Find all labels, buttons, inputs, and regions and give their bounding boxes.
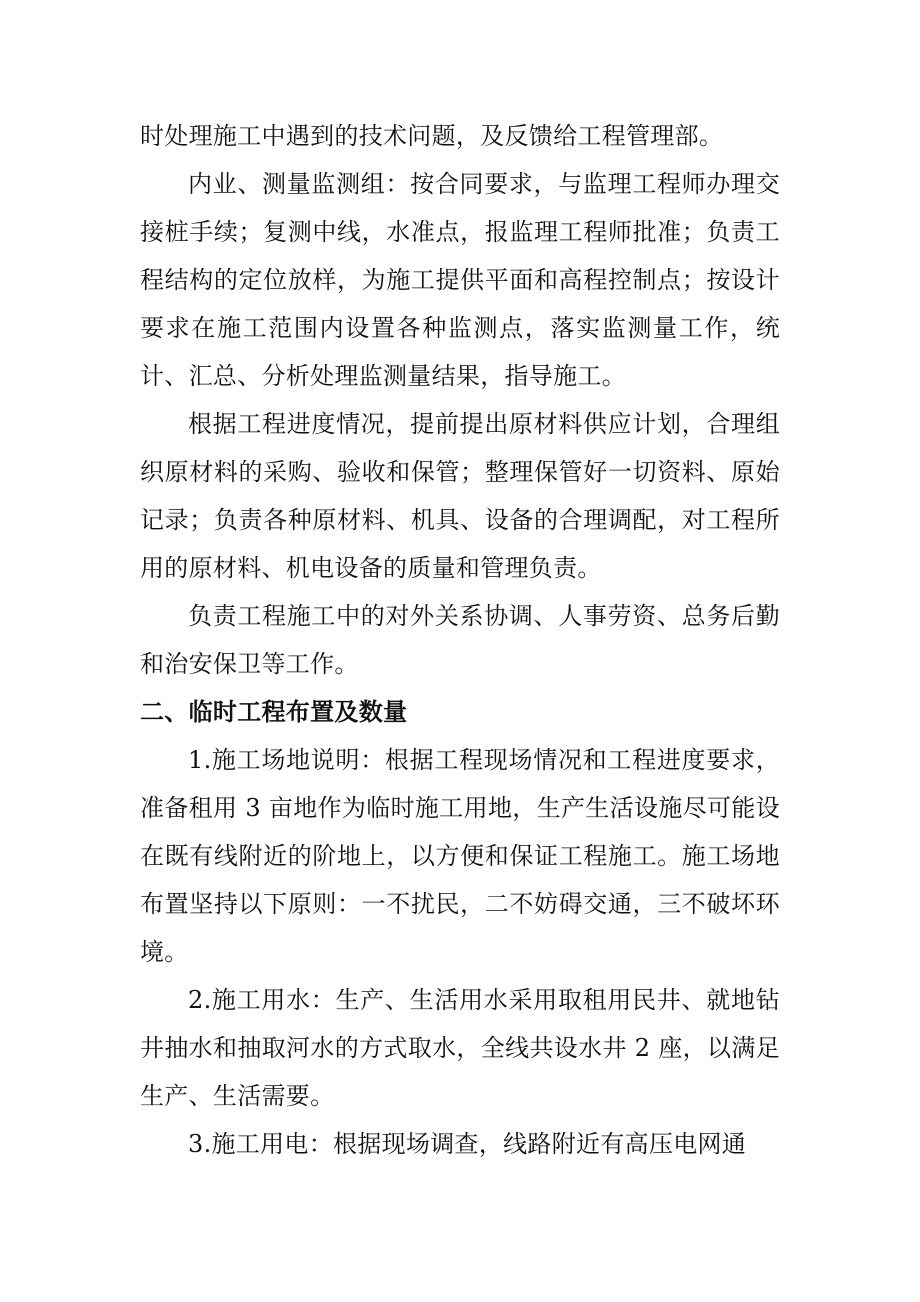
paragraph-external-relations: 负责工程施工中的对外关系协调、人事劳资、总务后勤和治安保卫等工作。 xyxy=(140,602,780,678)
paragraph-continuation: 时处理施工中遇到的技术问题，及反馈给工程管理部。 xyxy=(140,122,724,150)
paragraph-survey-group: 内业、测量监测组：按合同要求，与监理工程师办理交接桩手续；复测中线，水准点，报监理工程师批准；负责工程结构的定位放样，为施工提供平面和高程控制点；按设计要求在施工范围内设置各种监测点，落实监测量工作，统计、汇总、分析处理监测量结果，指导施工。 xyxy=(140,170,780,390)
section-heading: 二、临时工程布置及数量 xyxy=(140,698,408,726)
item-water-supply: 2.施工用水：生产、生活用水采用取租用民井、就地钻井抽水和抽取河水的方式取水，全线共设水井 2 座，以满足生产、生活需要。 xyxy=(140,986,780,1110)
document-body xyxy=(140,112,780,1168)
item-site-description: 1.施工场地说明：根据工程现场情况和工程进度要求，准备租用 3 亩地作为临时施工用地，生产生活设施尽可能设在既有线附近的阶地上，以方便和保证工程施工。施工场地布置坚持以下原则：一不扰民，二不妨碍交通，三不破坏环境。 xyxy=(140,746,780,966)
paragraph-materials: 根据工程进度情况，提前提出原材料供应计划，合理组织原材料的采购、验收和保管；整理保管好一切资料、原始记录；负责各种原材料、机具、设备的合理调配，对工程所用的原材料、机电设备的质量和管理负责。 xyxy=(140,410,780,582)
item-power-supply: 3.施工用电：根据现场调查，线路附近有高压电网通 xyxy=(188,1130,747,1158)
